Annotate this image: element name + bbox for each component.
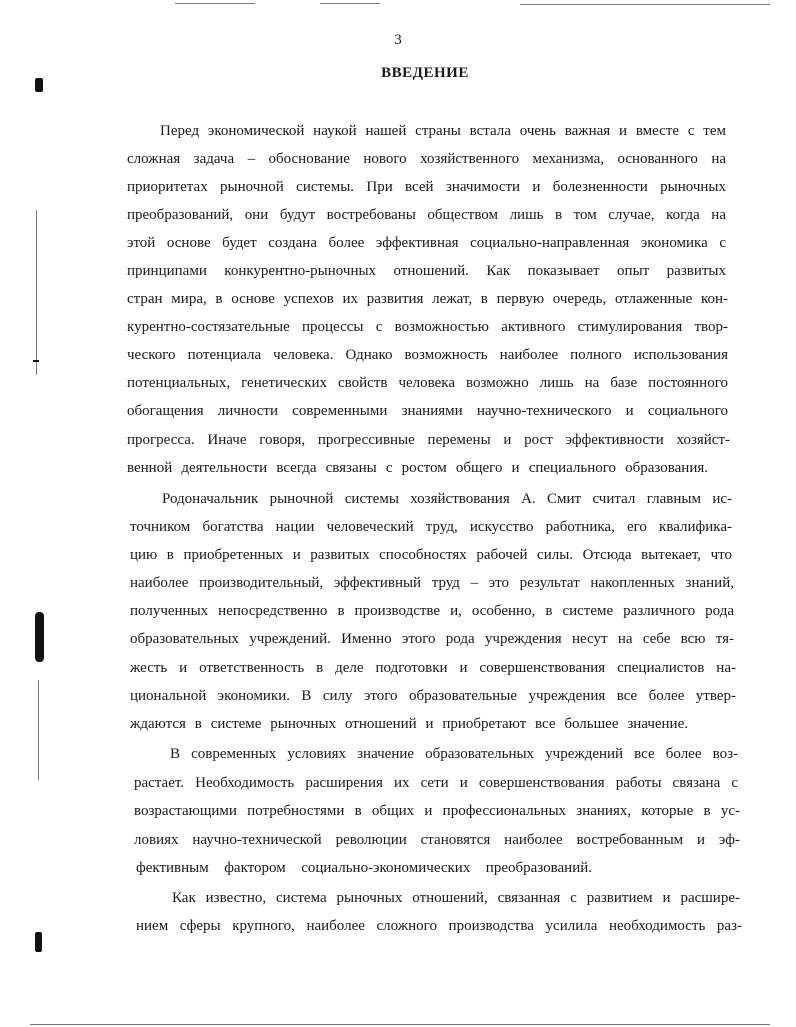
text-line: стран мира, в основе успехов их развития лежат, в первую очередь, отлаженные кон- (127, 291, 728, 307)
text-line: преобразований, они будут востребованы обществом лишь в том случае, когда на (127, 207, 726, 223)
text-line: циональной экономики. В силу этого образовательные учреждения все более утвер- (130, 688, 736, 704)
text-line: приоритетах рыночной системы. При всей значимости и болезненности рыночных (127, 179, 726, 195)
text-line: потенциальных, генетических свойств человека возможно лишь на базе постоянного (127, 375, 728, 391)
text-line: возрастающими потребностями в общих и профессиональных знаниях, которые в ус- (134, 803, 740, 819)
text-line: обогащения личности современными знаниями научно-технического и социального (127, 403, 728, 419)
scan-left-line-2 (38, 680, 39, 780)
text-line: ждаются в системе рыночных отношений и приобретают все большее значение. (130, 716, 688, 732)
scan-top-line-3 (520, 4, 770, 5)
text-line: курентно-состязательные процессы с возможностью активного стимулирования твор- (127, 319, 728, 335)
text-line: Родоначальник рыночной системы хозяйствования А. Смит считал главным ис- (162, 491, 732, 507)
text-line: Как известно, система рыночных отношений, связанная с развитием и расшире- (172, 890, 740, 906)
text-line: сложная задача – обоснование нового хозяйственного механизма, основанного на (127, 151, 726, 167)
scan-mark-bottom-left (35, 932, 42, 952)
section-heading: ВВЕДЕНИЕ (381, 65, 469, 81)
text-line: образовательных учреждений. Именно этого рода учреждения несут на себе всю тя- (130, 631, 734, 647)
text-line: принципами конкурентно-рыночных отношений. Как показывает опыт развитых (127, 263, 726, 279)
page-number: 3 (394, 32, 402, 48)
text-line: жесть и ответственность в деле подготовки и совершенствования специалистов на- (130, 660, 736, 676)
text-line: этой основе будет создана более эффективная социально-направленная экономика с (127, 235, 726, 251)
scan-top-line-1 (175, 3, 255, 4)
text-line: цию в приобретенных и развитых способностях рабочей силы. Отсюда вытекает, что (130, 547, 732, 563)
scan-mark-middle-left (35, 612, 44, 662)
scan-left-line-1 (36, 210, 37, 375)
scan-bottom-line (30, 1024, 770, 1025)
text-line: ловиях научно-технической революции становятся наиболее востребованным и эф- (134, 832, 740, 848)
text-line: фективным фактором социально-экономических преобразований. (136, 860, 592, 876)
text-line: венной деятельности всегда связаны с ростом общего и специального образования. (127, 460, 708, 476)
text-line: точником богатства нации человеческий труд, искусство работника, его квалифика- (130, 519, 732, 535)
text-line: ческого потенциала человека. Однако возможность наиболее полного использования (127, 347, 728, 363)
text-line: В современных условиях значение образовательных учреждений все более воз- (170, 746, 738, 762)
text-line: прогресса. Иначе говоря, прогрессивные перемены и рост эффективности хозяйст- (127, 432, 730, 448)
text-line: наиболее производительный, эффективный труд – это результат накопленных знаний, (130, 575, 734, 591)
text-line: полученных непосредственно в производстве и, особенно, в системе различного рода (130, 603, 734, 619)
text-line: растает. Необходимость расширения их сети и совершенствования работы связана с (134, 775, 738, 791)
text-line: нием сферы крупного, наиболее сложного производства усилила необходимость раз- (136, 918, 742, 934)
scan-tick-left (33, 360, 39, 362)
scan-top-line-2 (320, 3, 380, 4)
text-line: Перед экономической наукой нашей страны встала очень важная и вместе с тем (160, 123, 726, 139)
